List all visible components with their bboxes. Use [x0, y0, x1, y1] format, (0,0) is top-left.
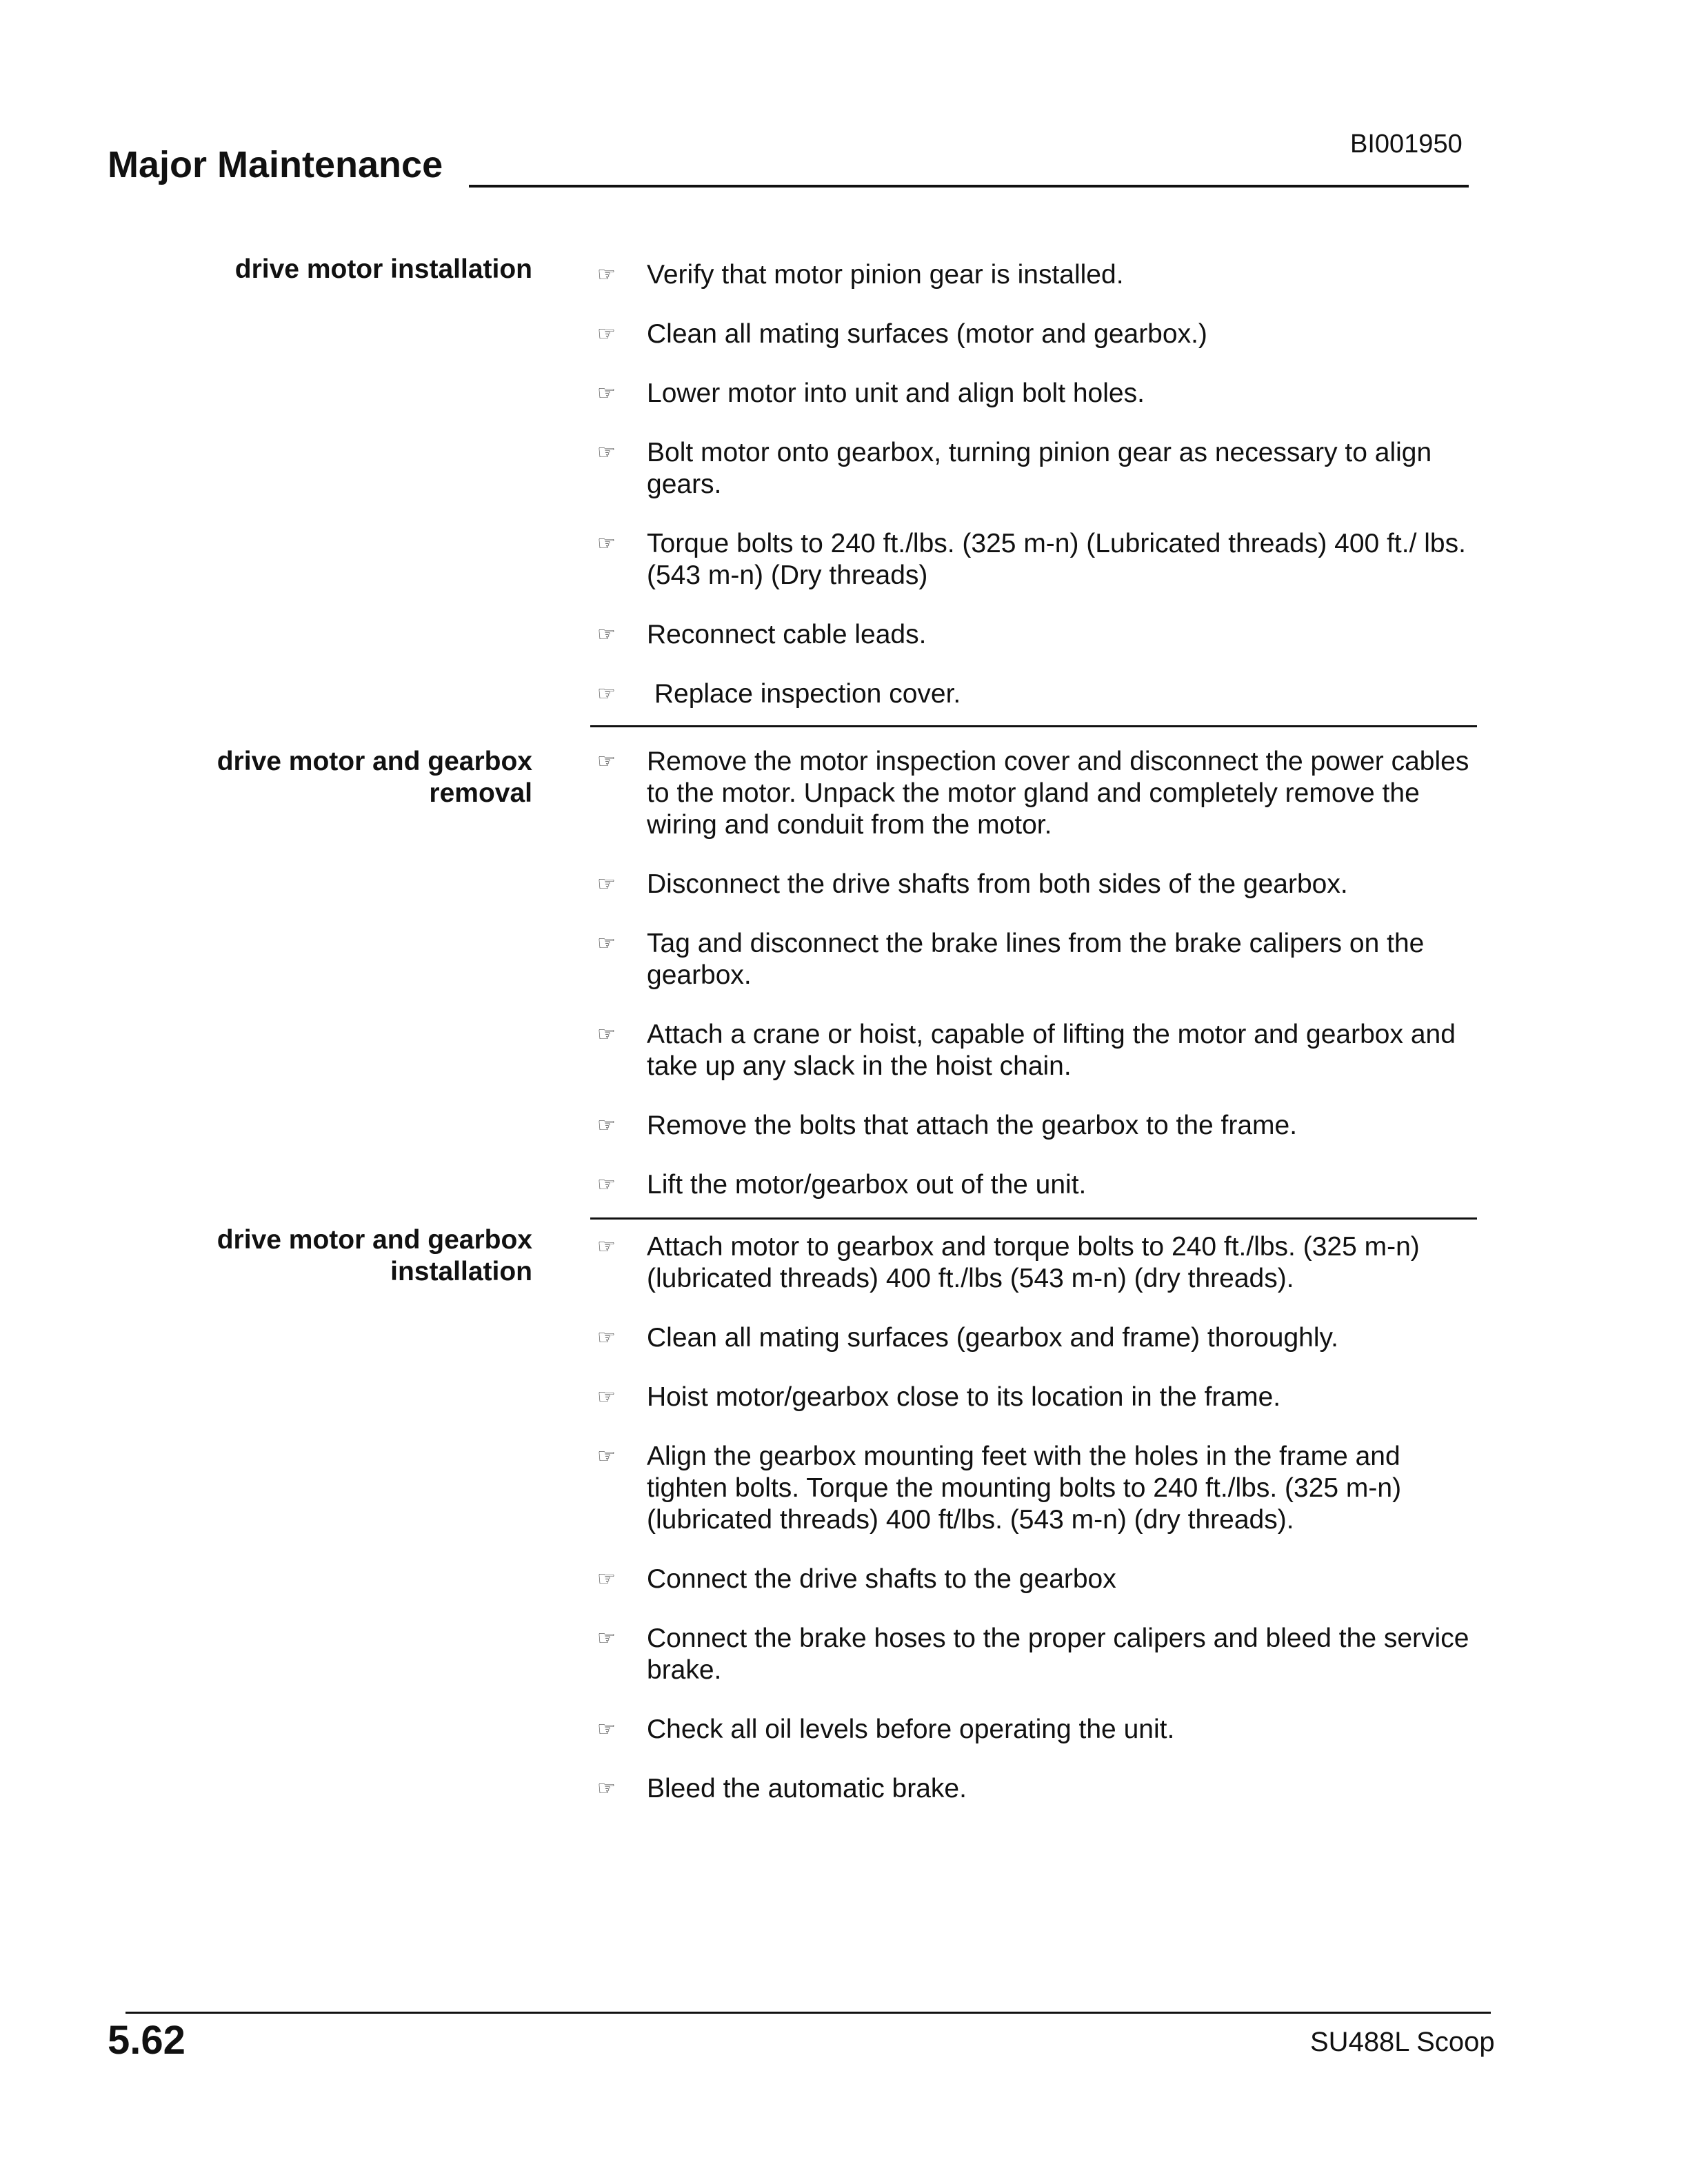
- section-label-drive-motor-installation: drive motor installation: [234, 254, 532, 284]
- step-text: Replace inspection cover.: [647, 679, 961, 709]
- pointing-hand-icon: ☞: [597, 1717, 616, 1741]
- step-item: [590, 259, 1480, 291]
- step-text: Hoist motor/gearbox close to its location in the frame.: [647, 1382, 1281, 1412]
- document-id: BI001950: [1350, 130, 1463, 159]
- pointing-hand-icon: ☞: [597, 1113, 616, 1138]
- steps-drive-motor-installation: [590, 259, 1480, 710]
- step-text: Disconnect the drive shafts from both sides of the gearbox.: [647, 869, 1348, 899]
- step-item: [590, 1564, 1480, 1595]
- step-item: [590, 1441, 1480, 1536]
- pointing-hand-icon: ☞: [597, 1235, 616, 1259]
- pointing-hand-icon: ☞: [597, 749, 616, 774]
- step-item: [590, 1382, 1480, 1413]
- pointing-hand-icon: ☞: [597, 623, 616, 647]
- step-text: Remove the bolts that attach the gearbox to the frame.: [647, 1111, 1298, 1140]
- pointing-hand-icon: ☞: [597, 322, 616, 346]
- step-item: [590, 378, 1480, 410]
- step-text: Attach motor to gearbox and torque bolts to 240 ft./lbs. (325 m-n) (lubricated threads) 400 ft./lbs (543 m-n) (dry threads).: [647, 1232, 1420, 1293]
- step-item: [590, 1019, 1480, 1082]
- pointing-hand-icon: ☞: [597, 381, 616, 405]
- footer-rule: [125, 2012, 1491, 2014]
- section-label-gearbox-installation: drive motor and gearbox installation: [217, 1225, 532, 1286]
- pointing-hand-icon: ☞: [597, 1173, 616, 1197]
- step-text: Clean all mating surfaces (motor and gearbox.): [647, 319, 1207, 349]
- step-text: Attach a crane or hoist, capable of lifting the motor and gearbox and take up any slack in the hoist chain.: [647, 1020, 1456, 1081]
- section-divider: [590, 1217, 1477, 1220]
- step-item: [590, 678, 1480, 710]
- step-item: [590, 869, 1480, 900]
- step-text: Lift the motor/gearbox out of the unit.: [647, 1170, 1087, 1200]
- pointing-hand-icon: ☞: [597, 1326, 616, 1350]
- step-item: [590, 437, 1480, 501]
- page-number: 5.62: [108, 2018, 185, 2063]
- step-item: [590, 318, 1480, 350]
- step-text: Connect the brake hoses to the proper calipers and bleed the service brake.: [647, 1624, 1469, 1685]
- step-text: Align the gearbox mounting feet with the holes in the frame and tighten bolts. Torque the mounting bolts to 240 ft./lbs. (325 m-n) (lubricated threads) 400 ft/lbs. (543 m-n) (dry threads).: [647, 1442, 1402, 1535]
- step-text: Bolt motor onto gearbox, turning pinion gear as necessary to align gears.: [647, 438, 1432, 499]
- pointing-hand-icon: ☞: [597, 931, 616, 956]
- pointing-hand-icon: ☞: [597, 1022, 616, 1046]
- step-text: Bleed the automatic brake.: [647, 1774, 967, 1803]
- step-text: Reconnect cable leads.: [647, 620, 927, 649]
- section-divider: [590, 725, 1477, 727]
- pointing-hand-icon: ☞: [597, 1626, 616, 1650]
- step-item: [590, 746, 1480, 841]
- pointing-hand-icon: ☞: [597, 1777, 616, 1801]
- pointing-hand-icon: ☞: [597, 263, 616, 287]
- pointing-hand-icon: ☞: [597, 441, 616, 465]
- header-rule: [469, 185, 1469, 188]
- steps-gearbox-removal: [590, 746, 1480, 1201]
- step-text: Remove the motor inspection cover and disconnect the power cables to the motor. Unpack the motor gland and completely remove the wiring and conduit from the motor.: [647, 747, 1469, 840]
- pointing-hand-icon: ☞: [597, 532, 616, 556]
- step-text: Check all oil levels before operating the unit.: [647, 1715, 1175, 1744]
- step-item: [590, 1322, 1480, 1354]
- step-item: [590, 1714, 1480, 1746]
- step-item: [590, 528, 1480, 592]
- steps-gearbox-installation: [590, 1231, 1480, 1805]
- step-item: [590, 1231, 1480, 1295]
- pointing-hand-icon: ☞: [597, 1567, 616, 1591]
- step-text: Torque bolts to 240 ft./lbs. (325 m-n) (Lubricated threads) 400 ft./ lbs. (543 m-n) (Dry threads): [647, 529, 1466, 590]
- step-text: Connect the drive shafts to the gearbox: [647, 1564, 1116, 1594]
- step-text: Lower motor into unit and align bolt holes.: [647, 378, 1145, 408]
- step-text: Tag and disconnect the brake lines from the brake calipers on the gearbox.: [647, 929, 1425, 990]
- step-text: Verify that motor pinion gear is installed.: [647, 260, 1124, 290]
- step-item: [590, 928, 1480, 991]
- pointing-hand-icon: ☞: [597, 1444, 616, 1468]
- manual-title: SU488L Scoop: [1310, 2027, 1495, 2057]
- pointing-hand-icon: ☞: [597, 682, 616, 706]
- section-label-gearbox-removal: drive motor and gearbox removal: [217, 747, 532, 808]
- step-item: [590, 1169, 1480, 1201]
- pointing-hand-icon: ☞: [597, 1385, 616, 1409]
- page-title: Major Maintenance: [108, 144, 443, 185]
- pointing-hand-icon: ☞: [597, 872, 616, 896]
- step-item: [590, 1773, 1480, 1805]
- step-item: [590, 619, 1480, 651]
- step-item: [590, 1623, 1480, 1686]
- step-item: [590, 1110, 1480, 1142]
- step-text: Clean all mating surfaces (gearbox and frame) thoroughly.: [647, 1323, 1338, 1353]
